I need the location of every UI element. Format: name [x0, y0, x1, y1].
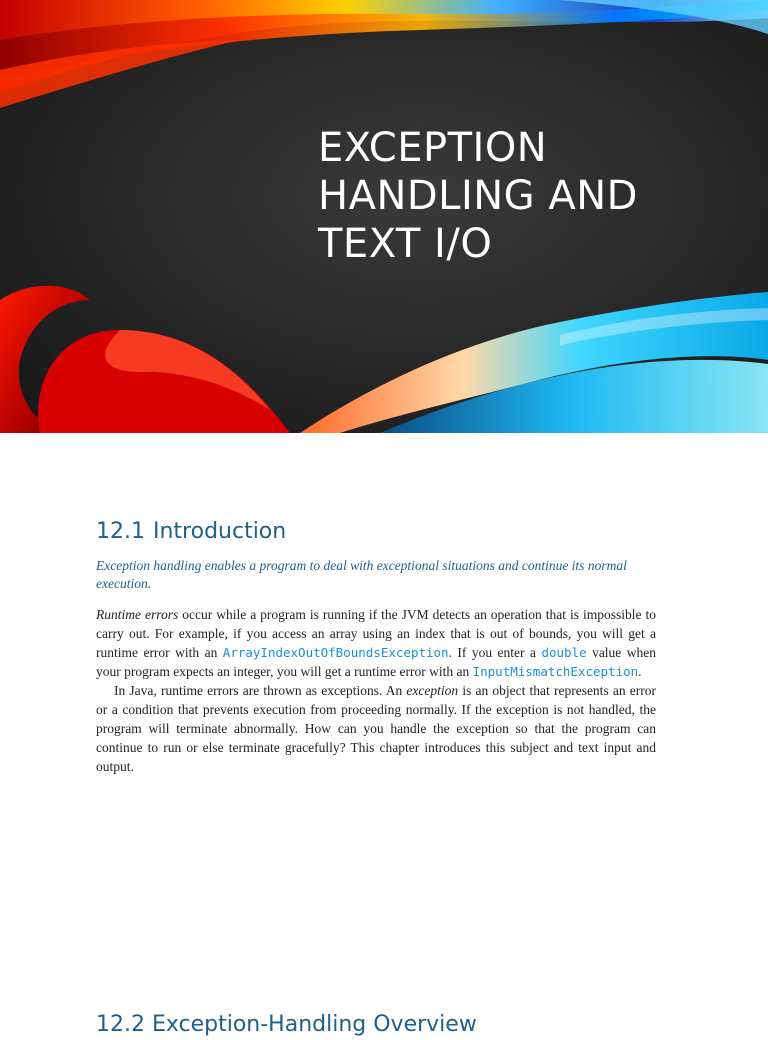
text-run: is an object that represents an error or a condition that prevents execution from proceeding normally. If the exception is not handled, the program will terminate abnormally. How can you handle the exception so that the program can continue to run or else terminate gracefully? This chapter introduces this subject and text input and output. [96, 683, 656, 774]
title-slide [0, 0, 768, 433]
slide-title-line: TEXT I/O [318, 221, 493, 267]
text-run: . [638, 664, 642, 679]
section-number: 12.1 [96, 519, 145, 544]
term-runtime-errors: Runtime errors [96, 607, 179, 622]
term-exception: exception [406, 683, 459, 698]
section-lede: Exception handling enables a program to deal with exceptional situations and continue its normal execution. [96, 558, 627, 591]
document-page [96, 515, 656, 776]
slide-title-line: HANDLING AND [318, 173, 638, 219]
text-run: value when your program expects an integer, you will get a runtime error with an [96, 645, 656, 679]
text-run: In Java, runtime errors are thrown as exceptions. An [114, 683, 407, 698]
section-heading [96, 515, 656, 549]
text-run: occur while a program is running if the JVM detects an operation that is impossible to carry out. For example, if you access an array using an index that is out of bounds, you will get a runtime error with an [96, 607, 657, 660]
slide-title [318, 124, 638, 268]
paragraph-runtime-errors [96, 605, 656, 681]
text-run: . If you enter a [448, 645, 542, 660]
slide-title-line: EXCEPTION [318, 125, 548, 171]
code-double: double [541, 645, 587, 660]
section-title: Introduction [152, 519, 287, 544]
code-input-mismatch-exception: InputMismatchException [472, 664, 639, 679]
code-array-index-exception: ArrayIndexOutOfBoundsException [222, 645, 449, 660]
paragraph-exceptions [96, 681, 656, 776]
next-section-heading: 12.2 Exception-Handling Overview [96, 1012, 477, 1037]
